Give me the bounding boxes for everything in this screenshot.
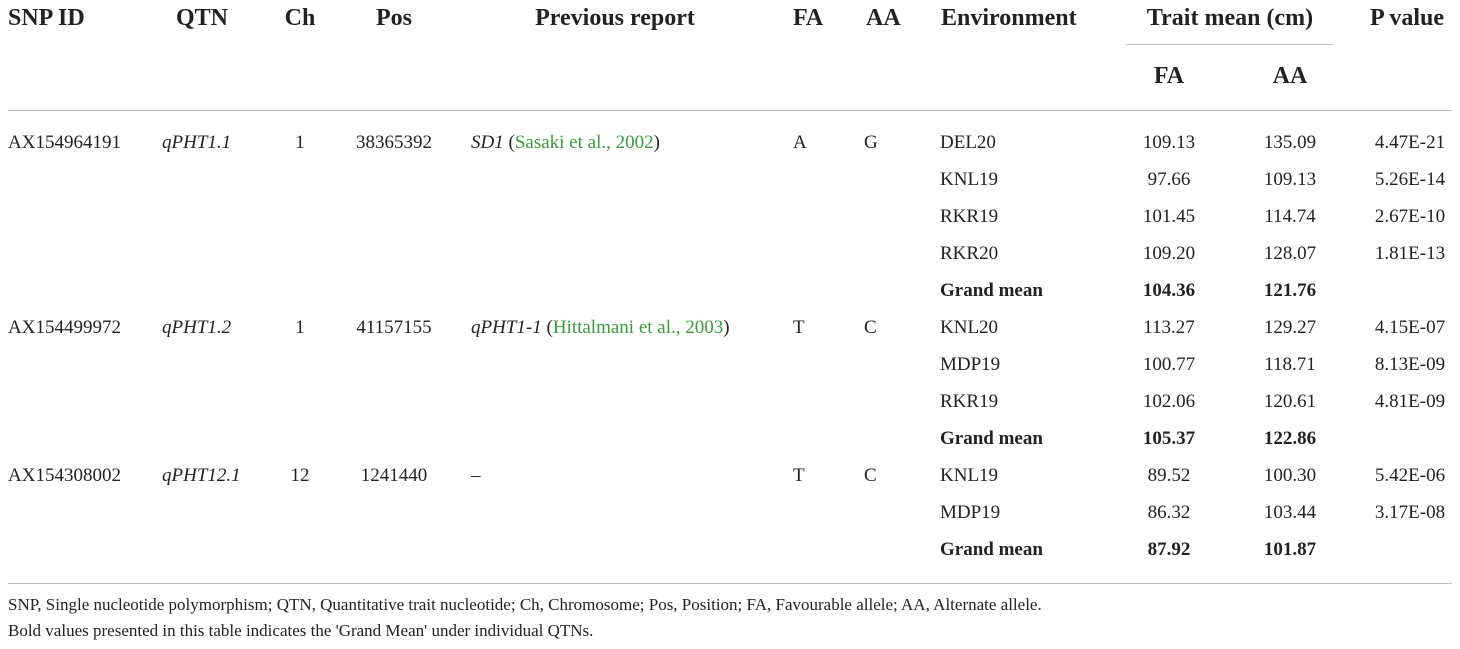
position-cell: 1241440: [360, 465, 428, 486]
alternate-allele-cell: C: [864, 465, 877, 486]
header-snp-id: SNP ID: [8, 5, 85, 31]
header-previous-report: Previous report: [535, 5, 695, 31]
qtn-cell: qPHT1.2: [162, 317, 232, 338]
header-environment: Environment: [941, 5, 1077, 31]
position-cell: 38365392: [356, 132, 432, 153]
p-value-cell: 4.15E-07: [1374, 317, 1446, 338]
favourable-allele-cell: T: [793, 465, 805, 486]
report-gene: SD1: [471, 132, 504, 153]
favourable-allele-cell: A: [793, 132, 807, 153]
environment-cell: RKR19: [940, 206, 999, 227]
trait-mean-fa-cell: 109.13: [1142, 132, 1196, 153]
trait-mean-aa-cell: 118.71: [1264, 354, 1316, 375]
trait-mean-aa-cell: 120.61: [1263, 391, 1317, 412]
trait-mean-fa-cell: 102.06: [1142, 391, 1196, 412]
trait-mean-aa-cell: 114.74: [1264, 206, 1316, 227]
alternate-allele-cell: G: [864, 132, 878, 153]
trait-mean-aa-cell: 101.87: [1263, 539, 1317, 560]
trait-mean-fa-cell: 105.37: [1142, 428, 1196, 449]
trait-mean-fa-cell: 100.77: [1142, 354, 1196, 375]
previous-report-cell: [471, 316, 730, 340]
header-trait-mean: Trait mean (cm): [1146, 5, 1314, 31]
previous-report-cell: [471, 464, 481, 488]
footnote-abbreviations: SNP, Single nucleotide polymorphism; QTN, Quantitative trait nucleotide; Ch, Chromosome; Pos, Position; FA, Favourable allele; AA, Alternate allele.: [8, 595, 1042, 614]
snp-id-cell: AX154308002: [8, 465, 121, 486]
footer-rule: [8, 583, 1452, 584]
report-paren-close: ): [653, 132, 660, 153]
report-paren-close: ): [723, 317, 730, 338]
environment-cell: KNL19: [940, 169, 999, 190]
p-value-cell: 4.47E-21: [1374, 132, 1446, 153]
chromosome-cell: 12: [290, 465, 310, 486]
trait-mean-fa-cell: 113.27: [1143, 317, 1195, 338]
trait-mean-aa-cell: 135.09: [1263, 132, 1317, 153]
header-qtn: QTN: [176, 5, 229, 31]
trait-mean-fa-cell: 97.66: [1147, 169, 1191, 190]
footnote-bold-note: Bold values presented in this table indicates the 'Grand Mean' under individual QTNs.: [8, 621, 594, 640]
subheader-trait-fa: FA: [1153, 63, 1185, 89]
chromosome-cell: 1: [295, 132, 305, 153]
environment-cell: Grand mean: [940, 428, 1043, 449]
report-gene: qPHT1-1: [471, 317, 542, 338]
position-cell: 41157155: [356, 317, 432, 338]
header-pos: Pos: [376, 5, 412, 31]
environment-cell: DEL20: [940, 132, 996, 153]
p-value-cell: 3.17E-08: [1374, 502, 1446, 523]
report-paren-open: (: [541, 317, 553, 338]
environment-cell: RKR19: [940, 391, 999, 412]
qtn-cell: qPHT12.1: [162, 465, 241, 486]
trait-mean-aa-cell: 128.07: [1263, 243, 1317, 264]
environment-cell: KNL19: [940, 465, 999, 486]
alternate-allele-cell: C: [864, 317, 877, 338]
p-value-cell: 1.81E-13: [1374, 243, 1446, 264]
trait-mean-aa-cell: 103.44: [1263, 502, 1317, 523]
snp-id-cell: AX154499972: [8, 317, 121, 338]
trait-mean-fa-cell: 87.92: [1147, 539, 1191, 560]
chromosome-cell: 1: [295, 317, 305, 338]
environment-cell: Grand mean: [940, 280, 1043, 301]
report-citation-link[interactable]: Hittalmani et al., 2003: [552, 317, 724, 338]
trait-mean-underline: [1126, 44, 1333, 45]
header-p-value: P value: [1370, 5, 1445, 31]
trait-mean-fa-cell: 101.45: [1142, 206, 1196, 227]
qtn-cell: qPHT1.1: [162, 132, 232, 153]
header-fa: FA: [793, 5, 824, 31]
p-value-cell: 5.42E-06: [1374, 465, 1446, 486]
trait-mean-fa-cell: 86.32: [1147, 502, 1191, 523]
report-paren-open: –: [471, 465, 481, 486]
header-ch: Ch: [284, 5, 316, 31]
header-aa: AA: [866, 5, 901, 31]
report-paren-open: (: [503, 132, 515, 153]
subheader-trait-aa: AA: [1272, 63, 1308, 89]
previous-report-cell: [471, 131, 660, 155]
trait-mean-fa-cell: 104.36: [1142, 280, 1196, 301]
trait-mean-aa-cell: 100.30: [1263, 465, 1317, 486]
snp-id-cell: AX154964191: [8, 132, 121, 153]
trait-mean-aa-cell: 109.13: [1263, 169, 1317, 190]
environment-cell: MDP19: [940, 354, 1001, 375]
trait-mean-aa-cell: 129.27: [1263, 317, 1317, 338]
environment-cell: MDP19: [940, 502, 1001, 523]
report-citation-link[interactable]: Sasaki et al., 2002: [514, 132, 654, 153]
favourable-allele-cell: T: [793, 317, 805, 338]
p-value-cell: 8.13E-09: [1374, 354, 1446, 375]
trait-mean-aa-cell: 122.86: [1263, 428, 1317, 449]
trait-mean-fa-cell: 89.52: [1147, 465, 1191, 486]
environment-cell: Grand mean: [940, 539, 1043, 560]
environment-cell: RKR20: [940, 243, 999, 264]
p-value-cell: 5.26E-14: [1374, 169, 1446, 190]
trait-mean-fa-cell: 109.20: [1142, 243, 1196, 264]
trait-mean-aa-cell: 121.76: [1263, 280, 1317, 301]
header-rule: [8, 110, 1452, 111]
p-value-cell: 2.67E-10: [1374, 206, 1446, 227]
environment-cell: KNL20: [940, 317, 999, 338]
p-value-cell: 4.81E-09: [1374, 391, 1446, 412]
